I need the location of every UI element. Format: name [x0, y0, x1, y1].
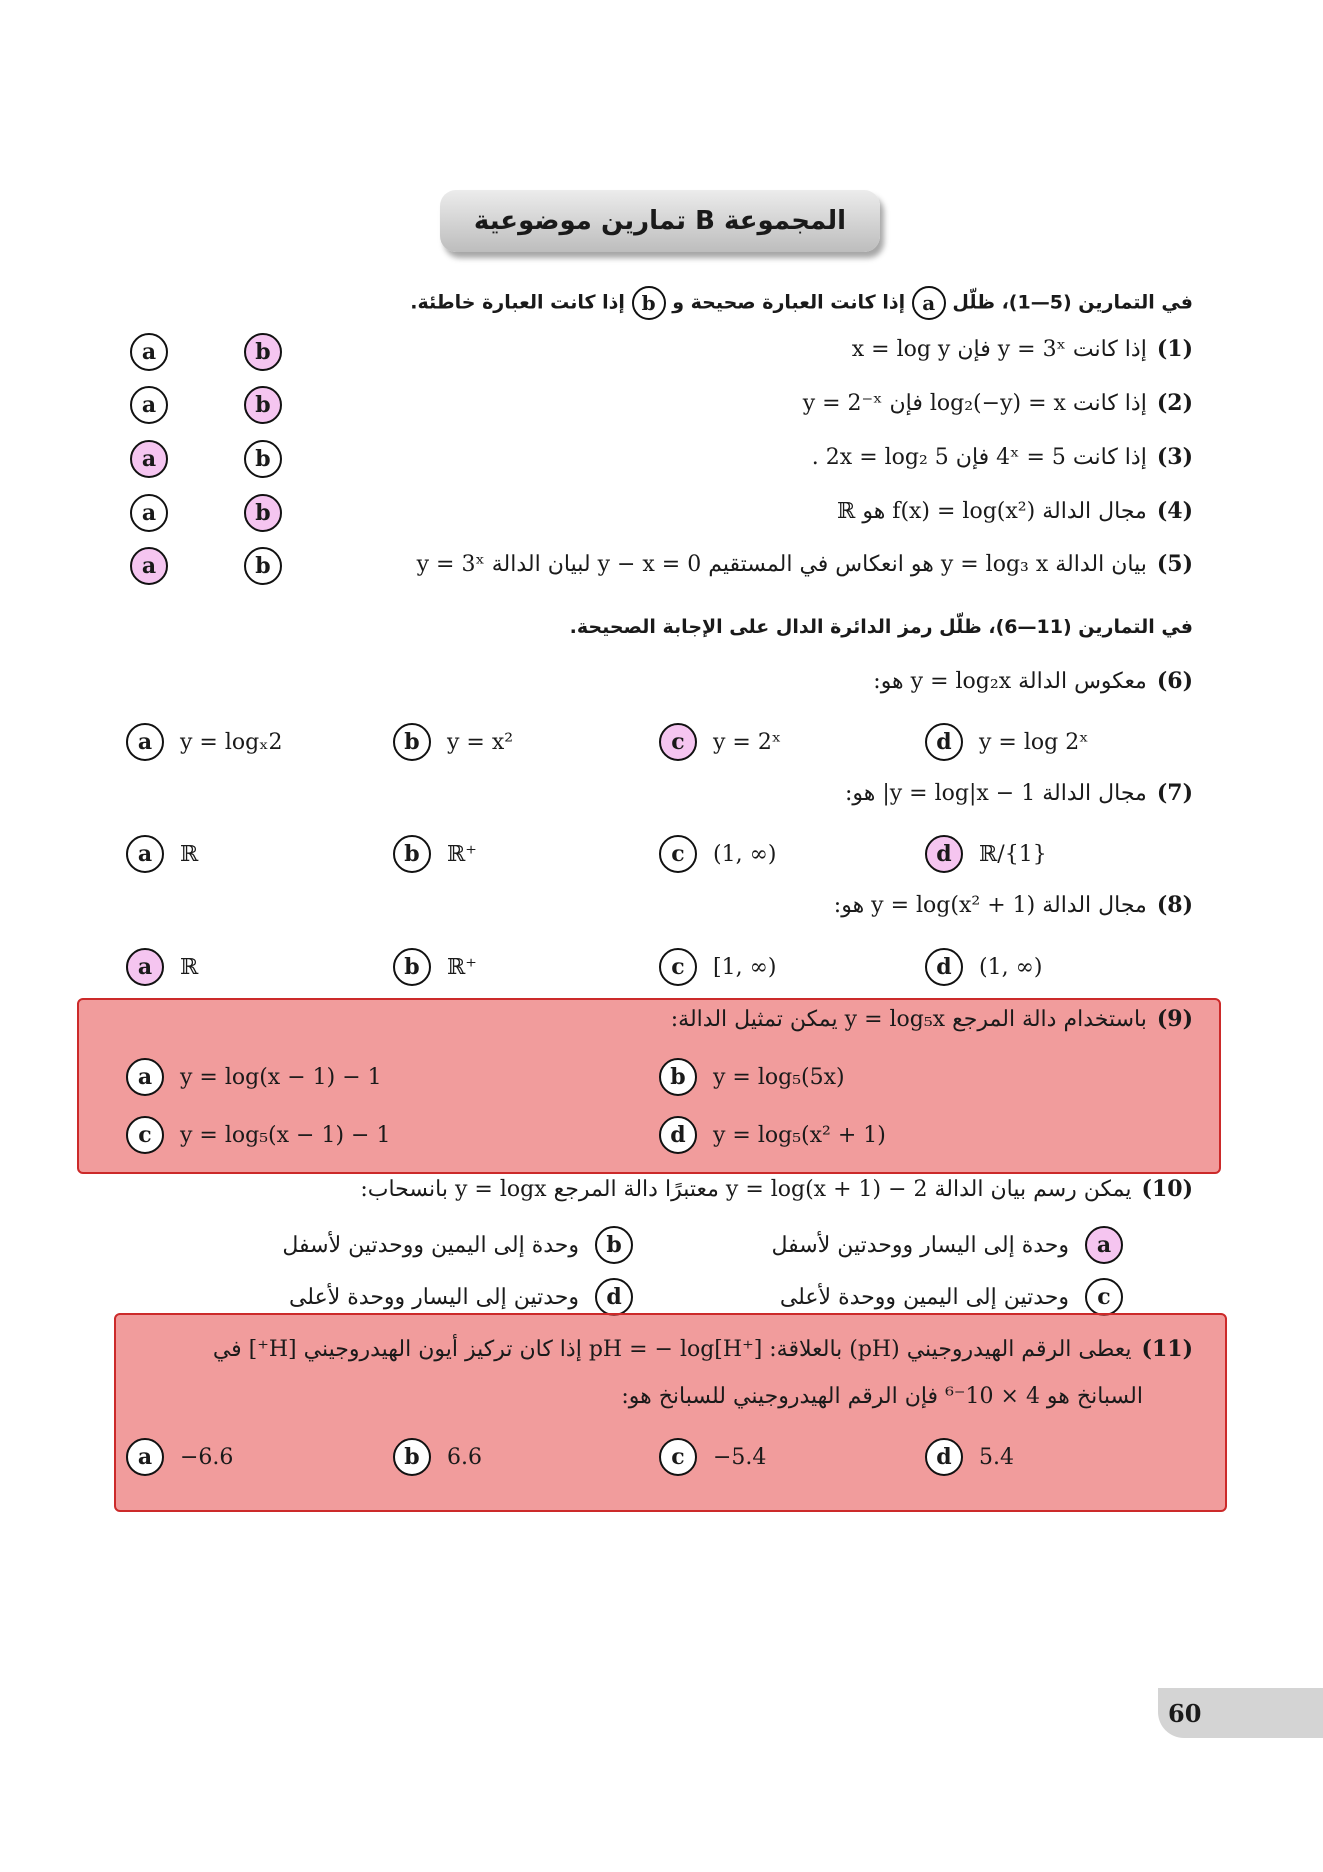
tf-instr-a-circle: a: [912, 286, 946, 320]
q7-option-d-circle[interactable]: d: [925, 835, 963, 873]
q4-text: مجال الدالة f(x) = log(x²) هو ℝ: [837, 499, 1147, 524]
q11-option-c[interactable]: [659, 1438, 766, 1476]
q5: [417, 551, 1193, 577]
q10: [360, 1176, 1193, 1202]
q9-option-c-circle[interactable]: c: [126, 1116, 164, 1154]
q10-number: (10): [1141, 1176, 1193, 1202]
q5-text: بيان الدالة y = log₃ x هو انعكاس في المستقيم y − x = 0 لبيان الدالة y = 3ˣ: [416, 552, 1147, 577]
q2: [803, 390, 1193, 416]
q4-number: (4): [1156, 498, 1193, 524]
q6-option-d-text: y = log 2ˣ: [979, 729, 1089, 755]
q8-option-c-circle[interactable]: c: [659, 948, 697, 986]
q11-option-a[interactable]: [126, 1438, 233, 1476]
q4-option-a[interactable]: a: [130, 494, 168, 532]
q6-option-b[interactable]: [393, 723, 513, 761]
q5-option-b[interactable]: b: [244, 547, 282, 585]
q7-option-b-circle[interactable]: b: [393, 835, 431, 873]
q9-option-b-text: y = log₅(5x): [713, 1064, 845, 1090]
q9-option-a-text: y = log(x − 1) − 1: [180, 1064, 382, 1090]
q8-option-b[interactable]: [393, 948, 477, 986]
q7-option-d-text: ℝ/{1}: [979, 841, 1047, 867]
q1-text: إذا كانت y = 3ˣ فإن x = log y: [851, 337, 1147, 362]
q6: [873, 668, 1193, 694]
q11-option-c-circle[interactable]: c: [659, 1438, 697, 1476]
q6-option-a-circle[interactable]: a: [126, 723, 164, 761]
q2-option-a[interactable]: a: [130, 386, 168, 424]
q6-option-b-text: y = x²: [447, 729, 514, 755]
q10-option-a[interactable]: [771, 1226, 1123, 1264]
q10-option-d-text: وحدتين إلى اليسار ووحدة لأعلى: [288, 1284, 579, 1310]
q10-option-d[interactable]: [289, 1278, 633, 1316]
section-title: المجموعة B تمارين موضوعية: [473, 206, 847, 236]
q3: [812, 444, 1193, 470]
tf-instructions: [93, 286, 1193, 320]
q6-option-d-circle[interactable]: d: [925, 723, 963, 761]
q6-option-c-text: y = 2ˣ: [713, 729, 782, 755]
q6-option-c[interactable]: [659, 723, 781, 761]
q8-option-c-text: [1, ∞): [713, 954, 777, 980]
q11-option-b-text: 6.6: [447, 1444, 482, 1470]
q6-option-d[interactable]: [925, 723, 1089, 761]
q3-number: (3): [1156, 444, 1193, 470]
q7-option-a[interactable]: [126, 835, 198, 873]
q11-number: (11): [1141, 1336, 1193, 1362]
q3-text: إذا كانت 4ˣ = 5 فإن 2x = log₂ 5 .: [811, 445, 1147, 470]
q9-text: باستخدام دالة المرجع y = log₅x يمكن تمثيل الدالة:: [670, 1007, 1147, 1032]
page-number-tab: [1158, 1688, 1323, 1738]
q8-text: مجال الدالة y = log(x² + 1) هو:: [833, 893, 1147, 918]
q9-option-a[interactable]: [126, 1058, 382, 1096]
q9-option-b[interactable]: [659, 1058, 845, 1096]
q5-number: (5): [1156, 551, 1193, 577]
q10-option-b-text: وحدة إلى اليمين ووحدتين لأسفل: [282, 1232, 579, 1258]
q10-option-c-text: وحدتين إلى اليمين ووحدة لأعلى: [779, 1284, 1069, 1310]
q2-number: (2): [1156, 390, 1193, 416]
q1-number: (1): [1156, 336, 1193, 362]
q10-option-c[interactable]: [780, 1278, 1123, 1316]
q11-line1: [213, 1336, 1193, 1362]
q8-option-a-circle[interactable]: a: [126, 948, 164, 986]
q7-option-c-circle[interactable]: c: [659, 835, 697, 873]
q7-option-d[interactable]: [925, 835, 1047, 873]
q5-option-a[interactable]: a: [130, 547, 168, 585]
mc-instructions: في التمارين (11—6)، ظلّل رمز الدائرة الدال على الإجابة الصحيحة.: [569, 616, 1193, 638]
q11-option-b-circle[interactable]: b: [393, 1438, 431, 1476]
q8-option-a[interactable]: [126, 948, 198, 986]
q6-option-c-circle[interactable]: c: [659, 723, 697, 761]
q11-option-c-text: −5.4: [713, 1444, 767, 1470]
q11-option-a-circle[interactable]: a: [126, 1438, 164, 1476]
q7: [845, 780, 1193, 806]
q2-option-b[interactable]: b: [244, 386, 282, 424]
q8: [834, 892, 1193, 918]
q10-option-a-circle[interactable]: a: [1085, 1226, 1123, 1264]
q6-option-a-text: y = logₓ2: [180, 729, 283, 755]
q8-option-d-circle[interactable]: d: [925, 948, 963, 986]
q10-option-b[interactable]: [282, 1226, 633, 1264]
q1-option-a[interactable]: a: [130, 333, 168, 371]
q8-option-b-circle[interactable]: b: [393, 948, 431, 986]
q11-option-d[interactable]: [925, 1438, 1014, 1476]
q7-option-a-circle[interactable]: a: [126, 835, 164, 873]
q7-option-c-text: (1, ∞): [713, 841, 777, 867]
tf-instr-pre: في التمارين (5—1)، ظلّل: [952, 291, 1193, 314]
q3-option-a[interactable]: a: [130, 440, 168, 478]
q6-text: معكوس الدالة y = log₂x هو:: [873, 669, 1147, 694]
q7-option-a-text: ℝ: [180, 841, 199, 867]
q8-option-b-text: ℝ⁺: [447, 954, 477, 980]
q4-option-b[interactable]: b: [244, 494, 282, 532]
q8-option-d[interactable]: [925, 948, 1042, 986]
q1: [852, 336, 1193, 362]
q11-text-line1: يعطى الرقم الهيدروجيني (pH) بالعلاقة: pH = − log[H⁺] إذا كان تركيز أيون الهيدروجيني [H⁺] في: [212, 1337, 1132, 1362]
q9-option-d-circle[interactable]: d: [659, 1116, 697, 1154]
q9-option-c-text: y = log₅(x − 1) − 1: [180, 1122, 391, 1148]
tf-instr-mid: إذا كانت العبارة صحيحة و: [672, 291, 906, 314]
q7-text: مجال الدالة y = log|x − 1| هو:: [844, 781, 1147, 806]
q8-option-c[interactable]: [659, 948, 776, 986]
q11-option-a-text: −6.6: [180, 1444, 234, 1470]
q10-option-b-circle[interactable]: b: [595, 1226, 633, 1264]
q1-option-b[interactable]: b: [244, 333, 282, 371]
q9: [671, 1006, 1193, 1032]
q8-number: (8): [1156, 892, 1193, 918]
q10-option-a-text: وحدة إلى اليسار ووحدتين لأسفل: [771, 1232, 1069, 1258]
q9-option-b-circle[interactable]: b: [659, 1058, 697, 1096]
q9-option-d[interactable]: [659, 1116, 886, 1154]
q8-option-d-text: (1, ∞): [979, 954, 1043, 980]
q11-line2: السبانخ هو 4 × 10⁻⁶ فإن الرقم الهيدروجيني للسبانخ هو:: [621, 1384, 1143, 1409]
q11-option-d-text: 5.4: [979, 1444, 1014, 1470]
q4: [837, 498, 1193, 524]
q10-option-c-circle[interactable]: c: [1085, 1278, 1123, 1316]
q7-number: (7): [1156, 780, 1193, 806]
q7-option-b-text: ℝ⁺: [447, 841, 477, 867]
q8-option-a-text: ℝ: [180, 954, 199, 980]
q10-option-d-circle[interactable]: d: [595, 1278, 633, 1316]
section-header: [440, 190, 880, 252]
page-number: 60: [1168, 1698, 1202, 1728]
q6-option-b-circle[interactable]: b: [393, 723, 431, 761]
q9-option-c[interactable]: [126, 1116, 390, 1154]
tf-instr-b-circle: b: [632, 286, 666, 320]
q2-text: إذا كانت log₂(−y) = x فإن y = 2⁻ˣ: [802, 391, 1147, 416]
q9-option-d-text: y = log₅(x² + 1): [713, 1122, 886, 1148]
q6-option-a[interactable]: [126, 723, 283, 761]
q9-option-a-circle[interactable]: a: [126, 1058, 164, 1096]
q9-number: (9): [1156, 1006, 1193, 1032]
q10-text: يمكن رسم بيان الدالة y = log(x + 1) − 2 معتبرًا دالة المرجع y = logx بانسحاب:: [360, 1177, 1132, 1202]
q11-option-b[interactable]: [393, 1438, 482, 1476]
tf-instr-post: إذا كانت العبارة خاطئة.: [410, 291, 625, 314]
q7-option-c[interactable]: [659, 835, 776, 873]
q11-option-d-circle[interactable]: d: [925, 1438, 963, 1476]
q7-option-b[interactable]: [393, 835, 477, 873]
q6-number: (6): [1156, 668, 1193, 694]
q3-option-b[interactable]: b: [244, 440, 282, 478]
